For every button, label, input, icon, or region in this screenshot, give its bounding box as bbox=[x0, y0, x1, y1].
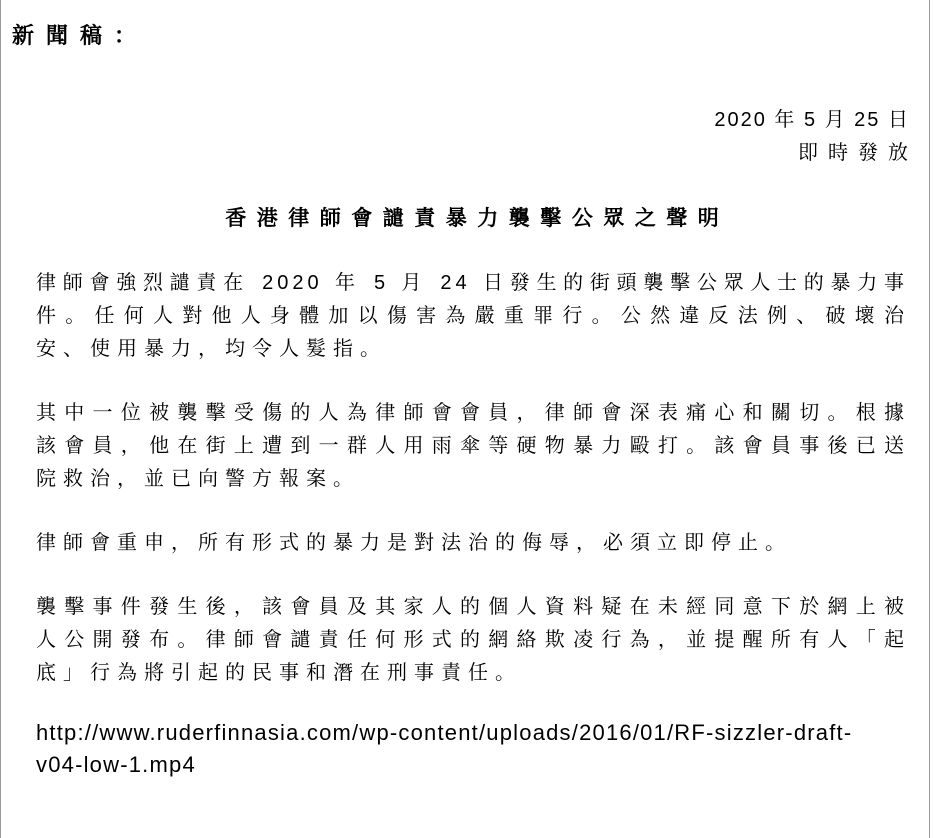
page-right-border bbox=[929, 0, 930, 838]
paragraph-line: 件。任何人對他人身體加以傷害為嚴重罪行。公然違反法例、破壞治 bbox=[36, 305, 908, 327]
paragraph-2 bbox=[36, 397, 908, 496]
paragraph-4 bbox=[36, 591, 908, 690]
paragraph-line: 襲擊事件發生後，該會員及其家人的個人資料疑在未經同意下於網上被 bbox=[36, 596, 908, 618]
press-release-label: 新聞稿： bbox=[12, 23, 149, 48]
paragraph-line: 其中一位被襲擊受傷的人為律師會會員，律師會深表痛心和關切。根據 bbox=[36, 402, 908, 424]
paragraph-line: 律師會強烈譴責在 2020 年 5 月 24 日發生的街頭襲擊公眾人士的暴力事 bbox=[36, 272, 908, 294]
video-url-line: v04-low-1.mp4 bbox=[36, 752, 196, 777]
page-left-border bbox=[0, 0, 1, 838]
dateline bbox=[500, 104, 918, 170]
paragraph-1 bbox=[36, 267, 908, 366]
paragraph-line: 安、使用暴力，均令人髮指。 bbox=[36, 338, 387, 360]
video-url-line: http://www.ruderfinnasia.com/wp-content/uploads/2016/01/RF-sizzler-draft- bbox=[36, 720, 853, 745]
paragraph-line: 該會員，他在街上遭到一群人用雨傘等硬物暴力毆打。該會員事後已送 bbox=[36, 435, 908, 457]
video-url bbox=[36, 717, 908, 781]
paragraph-line: 人公開發布。律師會譴責任何形式的網絡欺凌行為，並提醒所有人「起 bbox=[36, 629, 908, 651]
document-title bbox=[36, 202, 908, 235]
paragraph-3 bbox=[36, 527, 908, 560]
paragraph-line: 底」行為將引起的民事和潛在刑事責任。 bbox=[36, 662, 522, 684]
release-note: 即時發放 bbox=[798, 142, 918, 164]
paragraph-line: 律師會重申，所有形式的暴力是對法治的侮辱，必須立即停止。 bbox=[36, 532, 792, 554]
document-title-text: 香港律師會譴責暴力襲擊公眾之聲明 bbox=[225, 207, 730, 230]
paragraph-line: 院救治，並已向警方報案。 bbox=[36, 468, 360, 490]
release-date: 2020 年 5 月 25 日 bbox=[714, 109, 910, 131]
